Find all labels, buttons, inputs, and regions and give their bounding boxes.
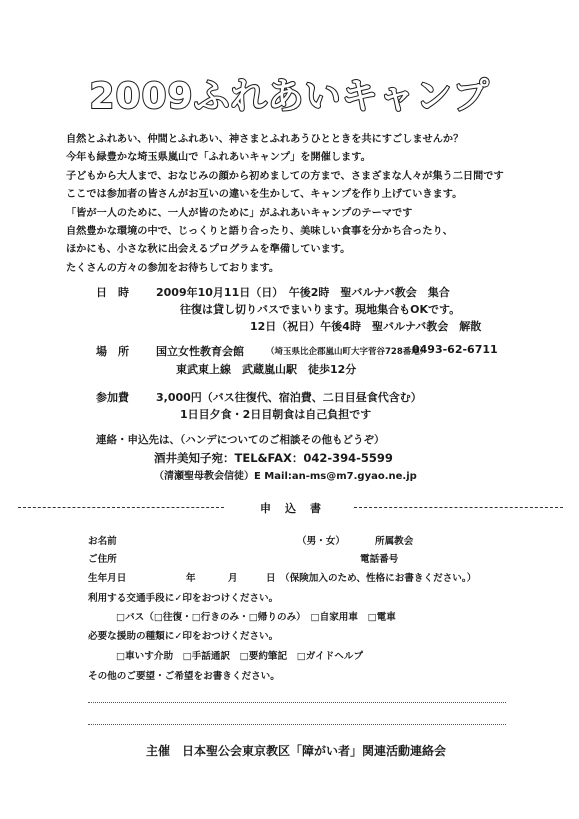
intro-line: 今年も緑豊かな埼玉県嵐山で「ふれあいキャンプ」を開催します。 bbox=[66, 152, 371, 164]
fee-label: 参加費 bbox=[96, 391, 129, 404]
contact-email: （清瀬聖母教会信徒）E Mail:an-ms@m7.gyao.ne.jp bbox=[154, 471, 417, 482]
schedule-line-2: 往復は貸し切りバスでまいります。現地集合もOKです。 bbox=[180, 303, 461, 316]
address-label: ご住所 bbox=[88, 554, 117, 565]
contact-label: 連絡・申込先は、（ハンデについてのご相談その他もどうぞ） bbox=[96, 434, 385, 446]
other-prompt: その他のご要望・ご希望をお書きください。 bbox=[88, 671, 280, 682]
contact-name-tel: 酒井美知子宛：TEL&FAX：042-394-5599 bbox=[154, 451, 393, 465]
assist-options[interactable]: □車いす介助 □手話通訳 □要約筆記 □ガイドヘルプ bbox=[116, 651, 364, 662]
sponsor: 主催 日本聖公会東京教区「障がい者」関連活動連絡会 bbox=[146, 744, 447, 758]
transport-prompt: 利用する交通手段に✓印をおつけください。 bbox=[88, 593, 279, 604]
schedule-line-1: 2009年10月11日（日） 午後2時 聖バルナバ教会 集合 bbox=[156, 286, 450, 299]
birth-note: （保険加入のため、性格にお書きください。） bbox=[280, 573, 477, 584]
venue-access: 東武東上線 武蔵嵐山駅 徒歩12分 bbox=[176, 363, 357, 376]
intro-line: 子どもから大人まで、おなじみの顔から初めましての方まで、さまざまな人々が集う二日間です bbox=[66, 170, 504, 182]
page-title: 2009ふれあいキャンプ bbox=[89, 76, 490, 117]
name-label: お名前 bbox=[88, 536, 117, 547]
venue-address: （埼玉県比企郡嵐山町大字菅谷728番地） bbox=[266, 347, 429, 357]
intro-line: 自然とふれあい、仲間とふれあい、神さまとふれあうひとときを共にすごしませんか？ bbox=[66, 134, 464, 145]
fee-amount: 3,000円（バス往復代、宿泊費、二日目昼食代含む） bbox=[156, 391, 422, 404]
intro-line: ほかにも、小さな秋に出会えるプログラムを準備しています。 bbox=[66, 244, 351, 256]
intro-line: たくさんの方々の参加をお待ちしております。 bbox=[66, 262, 280, 274]
form-heading: 申込書 bbox=[242, 502, 339, 515]
assist-prompt: 必要な援助の種類に✓印をおつけください。 bbox=[88, 631, 279, 642]
intro-text bbox=[66, 131, 504, 278]
intro-line: 「皆が一人のために、一人が皆のために」がふれあいキャンプのテーマです bbox=[66, 207, 413, 219]
phone-label: 電話番号 bbox=[360, 554, 399, 565]
fee-note: 1日目夕食・2日目朝食は自己負担です bbox=[180, 408, 372, 421]
birth-month: 月 bbox=[228, 573, 238, 584]
schedule-label: 日 時 bbox=[96, 286, 129, 299]
venue-phone: 0493-62-6711 bbox=[412, 343, 498, 356]
write-line[interactable] bbox=[88, 724, 506, 725]
write-line[interactable] bbox=[88, 702, 506, 703]
venue-name: 国立女性教育会館 bbox=[156, 345, 244, 358]
gender-choice[interactable]: （男・女） bbox=[297, 536, 345, 547]
birth-year: 年 bbox=[186, 573, 196, 584]
transport-options[interactable]: □バス（□往復・□行きのみ・□帰りのみ） □自家用車 □電車 bbox=[116, 612, 396, 623]
form-divider bbox=[18, 500, 563, 514]
birth-label: 生年月日 bbox=[88, 573, 127, 584]
church-label: 所属教会 bbox=[375, 536, 414, 547]
intro-line: 自然豊かな環境の中で、じっくりと語り合ったり、美味しい食事を分かち合ったり、 bbox=[66, 226, 453, 238]
birth-day: 日 bbox=[266, 573, 276, 584]
schedule-line-3: 12日（祝日）午後4時 聖バルナバ教会 解散 bbox=[250, 320, 482, 333]
venue-label: 場 所 bbox=[96, 345, 129, 358]
intro-line: ここでは参加者の皆さんがお互いの違いを生かして、キャンプを作り上げていきます。 bbox=[66, 189, 463, 201]
